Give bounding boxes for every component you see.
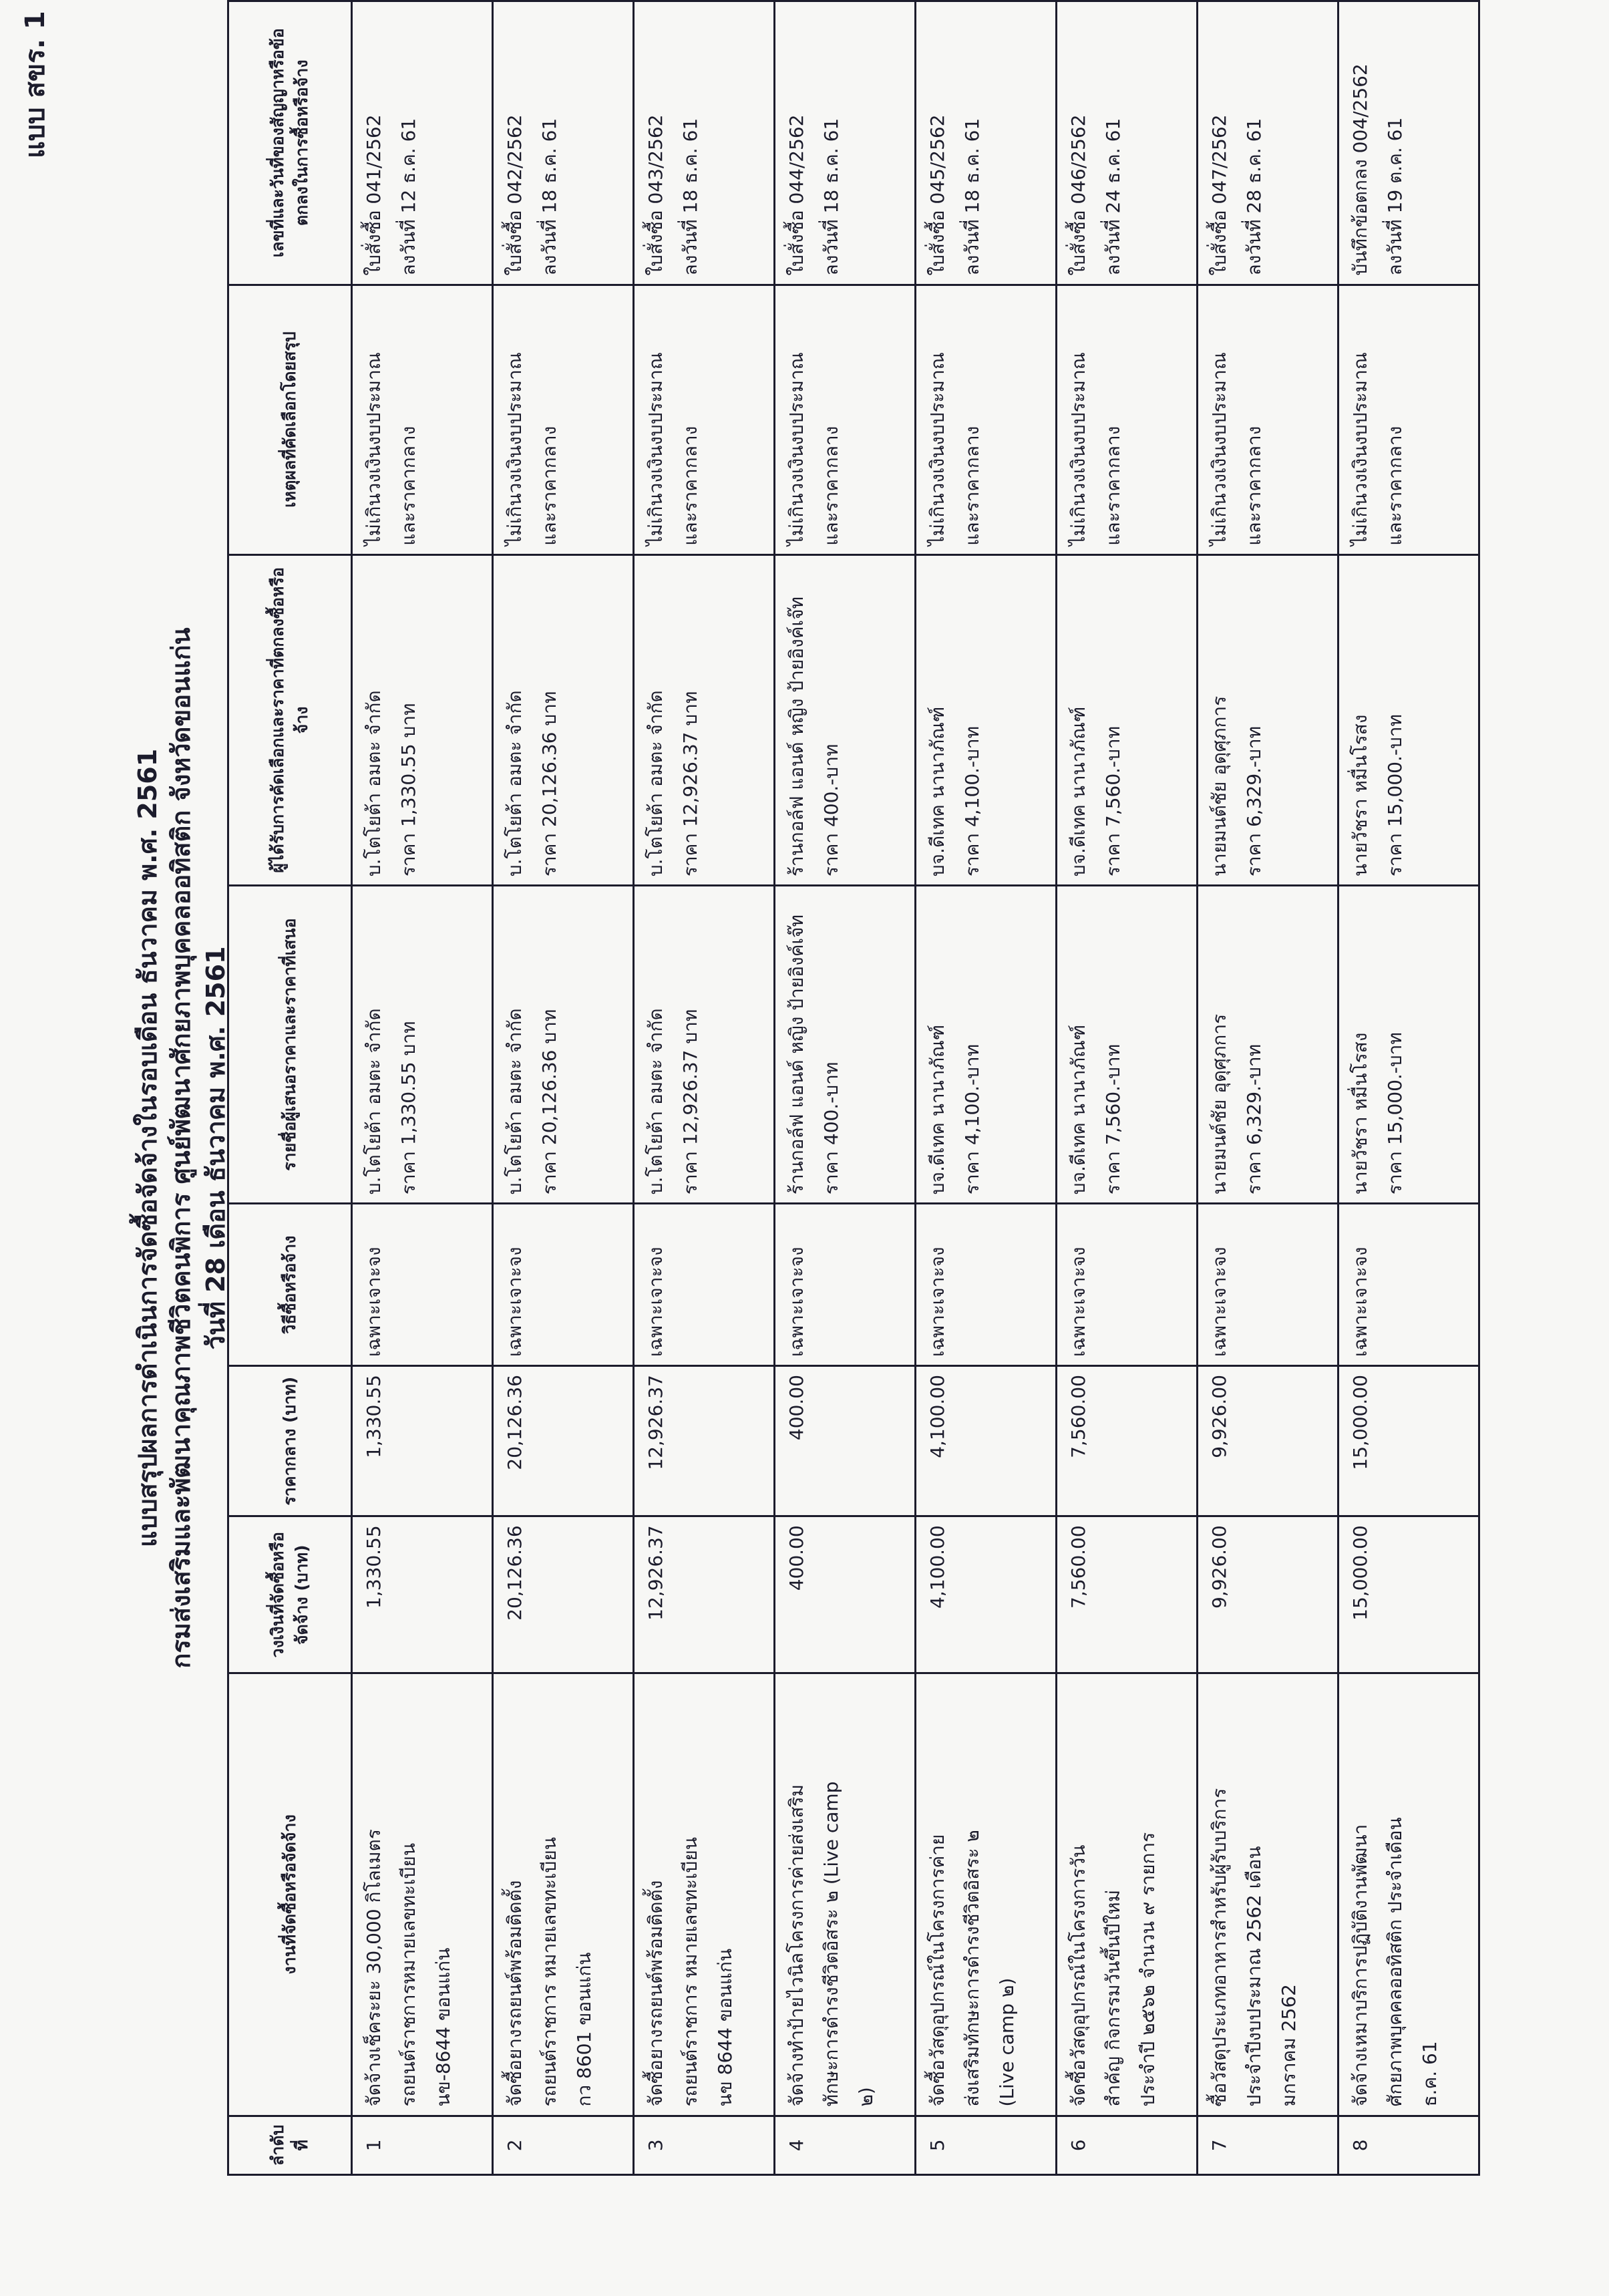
cell-offer bbox=[775, 886, 916, 1204]
table-row bbox=[1198, 1, 1338, 2175]
cell-winner-line: นายวัชรา หมื่นโรสง bbox=[1349, 714, 1371, 877]
cell-offer-line: ราคา 400.-บาท bbox=[820, 1061, 842, 1195]
cell-contract-line: ใบสั่งซื้อ 046/2562 bbox=[1067, 114, 1089, 276]
header-item: งานที่จัดซื้อหรือจัดจ้าง bbox=[228, 1673, 352, 2116]
cell-contract-line: ลงวันที่ 19 ต.ค. 61 bbox=[1384, 117, 1406, 276]
cell-contract bbox=[634, 1, 775, 285]
cell-reason-line: ไม่เกินวงเงินงบประมาณ bbox=[1208, 352, 1230, 546]
cell-winner-line: บจ.ดีเทค นานาภัณฑ์ bbox=[1067, 706, 1089, 877]
title-line-2: กรมส่งเสริมและพัฒนาคุณภาพชีวิตคนพิการ ศูนย์พัฒนาศักยภาพบุคคลออทิสติก จังหวัดขอนแก่น bbox=[166, 627, 196, 1669]
cell-offer-line: ราคา 6,329.-บาท bbox=[1243, 1043, 1265, 1195]
table-row bbox=[775, 1, 916, 2175]
cell-winner bbox=[634, 554, 775, 885]
cell-reason bbox=[352, 285, 493, 554]
cell-item-line: รถยนต์ราชการ หมายเลขทะเบียน bbox=[538, 1837, 560, 2107]
cell-winner-line: ราคา 20,126.36 บาท bbox=[538, 691, 560, 877]
cell-winner-line: บ.โตโยต้า อมตะ จำกัด bbox=[363, 690, 385, 877]
cell-reason-line: ไม่เกินวงเงินงบประมาณ bbox=[926, 352, 948, 546]
cell-contract-line: ลงวันที่ 18 ธ.ค. 61 bbox=[820, 118, 842, 276]
cell-item-line: ธ.ค. 61 bbox=[1419, 2041, 1441, 2107]
cell-item-line: รถยนต์ราชการ หมายเลขทะเบียน bbox=[679, 1837, 701, 2107]
cell-offer-line: บจ.ดีเทค นานาภัณฑ์ bbox=[1067, 1024, 1089, 1195]
cell-no: 7 bbox=[1198, 2116, 1338, 2174]
cell-winner-line: บจ.ดีเทค นานาภัณฑ์ bbox=[926, 706, 948, 877]
cell-item-line: จัดซื้อยางรถยนต์พร้อมติดตั้ง bbox=[645, 1880, 667, 2107]
table-header-row bbox=[228, 1, 352, 2175]
table-row bbox=[1338, 1, 1479, 2175]
header-no: ลำดับที่ bbox=[228, 2116, 352, 2174]
cell-contract-line: ใบสั่งซื้อ 043/2562 bbox=[645, 114, 667, 276]
cell-offer bbox=[493, 886, 634, 1204]
cell-item-line: ส่งเสริมทักษะการดำรงชีวิตอิสระ ๒ bbox=[961, 1830, 983, 2107]
cell-winner bbox=[775, 554, 916, 885]
cell-contract-line: ใบสั่งซื้อ 047/2562 bbox=[1208, 114, 1230, 276]
cell-reason-line: และราคากลาง bbox=[679, 426, 701, 546]
cell-winner-line: นายมนต์ชัย อุดุศุภการ bbox=[1208, 695, 1230, 877]
cell-winner bbox=[1338, 554, 1479, 885]
cell-reason bbox=[493, 285, 634, 554]
cell-contract-line: ใบสั่งซื้อ 045/2562 bbox=[926, 114, 948, 276]
cell-contract bbox=[1198, 1, 1338, 285]
cell-method: เฉพาะเจาะจง bbox=[352, 1204, 493, 1366]
cell-contract-line: ลงวันที่ 18 ธ.ค. 61 bbox=[679, 118, 701, 276]
table-row bbox=[493, 1, 634, 2175]
cell-item-line: สำคัญ กิจกรรมวันขึ้นปีใหม่ bbox=[1102, 1889, 1124, 2107]
cell-contract-line: ลงวันที่ 24 ธ.ค. 61 bbox=[1102, 118, 1124, 276]
cell-contract-line: ใบสั่งซื้อ 041/2562 bbox=[363, 114, 385, 276]
cell-item-line: จัดซื้อวัสดุอุปกรณ์ในโครงการวัน bbox=[1067, 1844, 1089, 2107]
cell-item bbox=[1338, 1673, 1479, 2116]
cell-contract-line: ใบสั่งซื้อ 042/2562 bbox=[504, 114, 526, 276]
cell-item bbox=[775, 1673, 916, 2116]
cell-winner-line: ร้านกอล์ฟ แอนด์ หญิง ป้ายอิงค์เจ๊ท bbox=[785, 597, 808, 877]
cell-winner-line: บ.โตโยต้า อมตะ จำกัด bbox=[645, 690, 667, 877]
cell-offer-line: ร้านกอล์ฟ แอนด์ หญิง ป้ายอิงค์เจ๊ท bbox=[785, 915, 808, 1195]
cell-item-line: นข-8644 ขอนแก่น bbox=[432, 1947, 454, 2107]
cell-item-line: นข 8644 ขอนแก่น bbox=[714, 1948, 736, 2107]
cell-method: เฉพาะเจาะจง bbox=[775, 1204, 916, 1366]
cell-item-line: ประจำปี ๒๕๖๒ จำนวน ๙ รายการ bbox=[1137, 1832, 1159, 2107]
cell-contract-line: ลงวันที่ 18 ธ.ค. 61 bbox=[961, 118, 983, 276]
cell-method: เฉพาะเจาะจง bbox=[1057, 1204, 1198, 1366]
cell-method: เฉพาะเจาะจง bbox=[916, 1204, 1057, 1366]
cell-no: 8 bbox=[1338, 2116, 1479, 2174]
cell-offer-line: ราคา 20,126.36 บาท bbox=[538, 1009, 560, 1195]
cell-contract bbox=[775, 1, 916, 285]
cell-median-price: 15,000.00 bbox=[1338, 1366, 1479, 1516]
cell-offer-line: ราคา 4,100.-บาท bbox=[961, 1043, 983, 1195]
cell-contract-line: ลงวันที่ 18 ธ.ค. 61 bbox=[538, 118, 560, 276]
table-row bbox=[1057, 1, 1198, 2175]
cell-reason bbox=[916, 285, 1057, 554]
cell-median-price: 1,330.55 bbox=[352, 1366, 493, 1516]
cell-budget: 9,926.00 bbox=[1198, 1516, 1338, 1673]
cell-item bbox=[352, 1673, 493, 2116]
cell-median-price: 4,100.00 bbox=[916, 1366, 1057, 1516]
cell-item bbox=[493, 1673, 634, 2116]
cell-winner bbox=[493, 554, 634, 885]
cell-no: 5 bbox=[916, 2116, 1057, 2174]
cell-offer bbox=[352, 886, 493, 1204]
cell-offer-line: ราคา 7,560.-บาท bbox=[1102, 1043, 1124, 1195]
cell-contract bbox=[1057, 1, 1198, 285]
cell-item-line: ๒) bbox=[855, 2087, 877, 2107]
header-reason: เหตุผลที่คัดเลือกโดยสรุป bbox=[228, 285, 352, 554]
cell-offer-line: นายมนต์ชัย อุดุศุภการ bbox=[1208, 1013, 1230, 1195]
procurement-table bbox=[227, 0, 1480, 2176]
cell-offer-line: ราคา 1,330.55 บาท bbox=[397, 1021, 419, 1195]
cell-winner-line: ราคา 12,926.37 บาท bbox=[679, 691, 701, 877]
title-line-1: แบบสรุปผลการดำเนินการจัดซื้อจัดจ้างในรอบเดือน ธันวาคม พ.ศ. 2561 bbox=[133, 748, 162, 1548]
table-row bbox=[634, 1, 775, 2175]
cell-offer-line: บ.โตโยต้า อมตะ จำกัด bbox=[645, 1008, 667, 1195]
table-row bbox=[352, 1, 493, 2175]
cell-reason-line: และราคากลาง bbox=[1102, 426, 1124, 546]
cell-item-line: รถยนต์ราชการหมายเลขทะเบียน bbox=[397, 1843, 419, 2107]
cell-offer-line: บ.โตโยต้า อมตะ จำกัด bbox=[504, 1008, 526, 1195]
cell-budget: 20,126.36 bbox=[493, 1516, 634, 1673]
cell-method: เฉพาะเจาะจง bbox=[1198, 1204, 1338, 1366]
header-budget: วงเงินที่จัดซื้อหรือจัดจ้าง (บาท) bbox=[228, 1516, 352, 1673]
cell-reason bbox=[1198, 285, 1338, 554]
cell-item-line: จัดจ้างทำป้ายไวนิลโครงการค่ายส่งเสริม bbox=[785, 1784, 808, 2107]
cell-winner-line: ราคา 6,329.-บาท bbox=[1243, 725, 1265, 877]
cell-reason-line: และราคากลาง bbox=[397, 426, 419, 546]
cell-reason-line: ไม่เกินวงเงินงบประมาณ bbox=[785, 352, 808, 546]
cell-method: เฉพาะเจาะจง bbox=[634, 1204, 775, 1366]
cell-no: 3 bbox=[634, 2116, 775, 2174]
cell-item-line: กว 8601 ขอนแก่น bbox=[573, 1952, 595, 2107]
header-contract: เลขที่และวันที่ของสัญญาหรือข้อตกลงในการซื้อหรือจ้าง bbox=[228, 1, 352, 285]
cell-offer bbox=[1198, 886, 1338, 1204]
cell-reason-line: ไม่เกินวงเงินงบประมาณ bbox=[645, 352, 667, 546]
cell-contract bbox=[1338, 1, 1479, 285]
cell-item bbox=[1198, 1673, 1338, 2116]
cell-budget: 400.00 bbox=[775, 1516, 916, 1673]
cell-median-price: 400.00 bbox=[775, 1366, 916, 1516]
cell-reason bbox=[1057, 285, 1198, 554]
cell-budget: 15,000.00 bbox=[1338, 1516, 1479, 1673]
cell-item-line: ประจำปีงบประมาณ 2562 เดือน bbox=[1243, 1846, 1265, 2107]
cell-contract-line: บันทึกข้อตกลง 004/2562 bbox=[1349, 63, 1371, 276]
form-code: แบบ สขร. 1 bbox=[20, 11, 51, 158]
cell-winner-line: ราคา 400.-บาท bbox=[820, 744, 842, 877]
header-offers: รายชื่อผู้เสนอราคาและราคาที่เสนอ bbox=[228, 886, 352, 1204]
cell-contract bbox=[493, 1, 634, 285]
cell-reason bbox=[775, 285, 916, 554]
cell-winner-line: ราคา 1,330.55 บาท bbox=[397, 703, 419, 877]
cell-item-line: มกราคม 2562 bbox=[1278, 1984, 1300, 2107]
cell-no: 1 bbox=[352, 2116, 493, 2174]
cell-offer bbox=[634, 886, 775, 1204]
cell-winner-line: ราคา 7,560.-บาท bbox=[1102, 725, 1124, 877]
cell-item bbox=[634, 1673, 775, 2116]
cell-winner bbox=[1198, 554, 1338, 885]
cell-offer-line: บ.โตโยต้า อมตะ จำกัด bbox=[363, 1008, 385, 1195]
cell-offer bbox=[1338, 886, 1479, 1204]
cell-reason-line: และราคากลาง bbox=[1384, 426, 1406, 546]
cell-offer bbox=[1057, 886, 1198, 1204]
cell-method: เฉพาะเจาะจง bbox=[1338, 1204, 1479, 1366]
table-row bbox=[916, 1, 1057, 2175]
cell-winner bbox=[352, 554, 493, 885]
cell-item-line: จัดซื้อวัสดุอุปกรณ์ในโครงการค่าย bbox=[926, 1834, 948, 2107]
cell-median-price: 7,560.00 bbox=[1057, 1366, 1198, 1516]
cell-offer-line: ราคา 15,000.-บาท bbox=[1384, 1032, 1406, 1195]
cell-budget: 4,100.00 bbox=[916, 1516, 1057, 1673]
cell-item-line: ซื้อวัสดุประเภทอาหารสำหรับผู้รับบริการ bbox=[1208, 1788, 1230, 2107]
cell-winner-line: บ.โตโยต้า อมตะ จำกัด bbox=[504, 690, 526, 877]
cell-contract bbox=[916, 1, 1057, 285]
cell-reason-line: ไม่เกินวงเงินงบประมาณ bbox=[363, 352, 385, 546]
cell-item-line: จัดจ้างเช็คระยะ 30,000 กิโลเมตร bbox=[363, 1829, 385, 2107]
cell-no: 6 bbox=[1057, 2116, 1198, 2174]
cell-contract-line: ลงวันที่ 28 ธ.ค. 61 bbox=[1243, 118, 1265, 276]
cell-winner-line: ราคา 15,000.-บาท bbox=[1384, 714, 1406, 877]
cell-winner-line: ราคา 4,100.-บาท bbox=[961, 725, 983, 877]
cell-offer-line: บจ.ดีเทค นานาภัณฑ์ bbox=[926, 1024, 948, 1195]
cell-reason-line: และราคากลาง bbox=[961, 426, 983, 546]
cell-item-line: ศักยภาพบุคคลออทิสติก ประจำเดือน bbox=[1384, 1817, 1406, 2107]
cell-offer-line: นายวัชรา หมื่นโรสง bbox=[1349, 1032, 1371, 1195]
cell-budget: 7,560.00 bbox=[1057, 1516, 1198, 1673]
cell-no: 2 bbox=[493, 2116, 634, 2174]
cell-contract-line: ใบสั่งซื้อ 044/2562 bbox=[785, 114, 808, 276]
cell-reason-line: ไม่เกินวงเงินงบประมาณ bbox=[504, 352, 526, 546]
cell-budget: 12,926.37 bbox=[634, 1516, 775, 1673]
header-method: วิธีซื้อหรือจ้าง bbox=[228, 1204, 352, 1366]
cell-item-line: จัดซื้อยางรถยนต์พร้อมติดตั้ง bbox=[504, 1880, 526, 2107]
cell-reason-line: ไม่เกินวงเงินงบประมาณ bbox=[1349, 352, 1371, 546]
cell-item-line: จัดจ้างเหมาบริการปฏิบัติงานพัฒนา bbox=[1349, 1824, 1371, 2107]
cell-reason bbox=[634, 285, 775, 554]
cell-reason-line: ไม่เกินวงเงินงบประมาณ bbox=[1067, 352, 1089, 546]
cell-reason-line: และราคากลาง bbox=[538, 426, 560, 546]
cell-no: 4 bbox=[775, 2116, 916, 2174]
header-median-price: ราคากลาง (บาท) bbox=[228, 1366, 352, 1516]
cell-method: เฉพาะเจาะจง bbox=[493, 1204, 634, 1366]
cell-offer-line: ราคา 12,926.37 บาท bbox=[679, 1009, 701, 1195]
cell-item bbox=[916, 1673, 1057, 2116]
cell-contract bbox=[352, 1, 493, 285]
cell-item bbox=[1057, 1673, 1198, 2116]
cell-reason-line: และราคากลาง bbox=[1243, 426, 1265, 546]
cell-winner bbox=[1057, 554, 1198, 885]
cell-reason bbox=[1338, 285, 1479, 554]
cell-budget: 1,330.55 bbox=[352, 1516, 493, 1673]
cell-item-line: ทักษะการดำรงชีวิตอิสระ ๒ (Live camp bbox=[820, 1781, 842, 2107]
cell-median-price: 12,926.37 bbox=[634, 1366, 775, 1516]
cell-offer bbox=[916, 886, 1057, 1204]
cell-median-price: 20,126.36 bbox=[493, 1366, 634, 1516]
cell-winner bbox=[916, 554, 1057, 885]
header-winner: ผู้ได้รับการคัดเลือกและราคาที่ตกลงซื้อหรือจ้าง bbox=[228, 554, 352, 885]
cell-median-price: 9,926.00 bbox=[1198, 1366, 1338, 1516]
cell-reason-line: และราคากลาง bbox=[820, 426, 842, 546]
cell-contract-line: ลงวันที่ 12 ธ.ค. 61 bbox=[397, 118, 419, 276]
cell-item-line: (Live camp ๒) bbox=[996, 1977, 1018, 2107]
title-line-3: วันที่ 28 เดือน ธันวาคม พ.ศ. 2561 bbox=[201, 946, 230, 1350]
